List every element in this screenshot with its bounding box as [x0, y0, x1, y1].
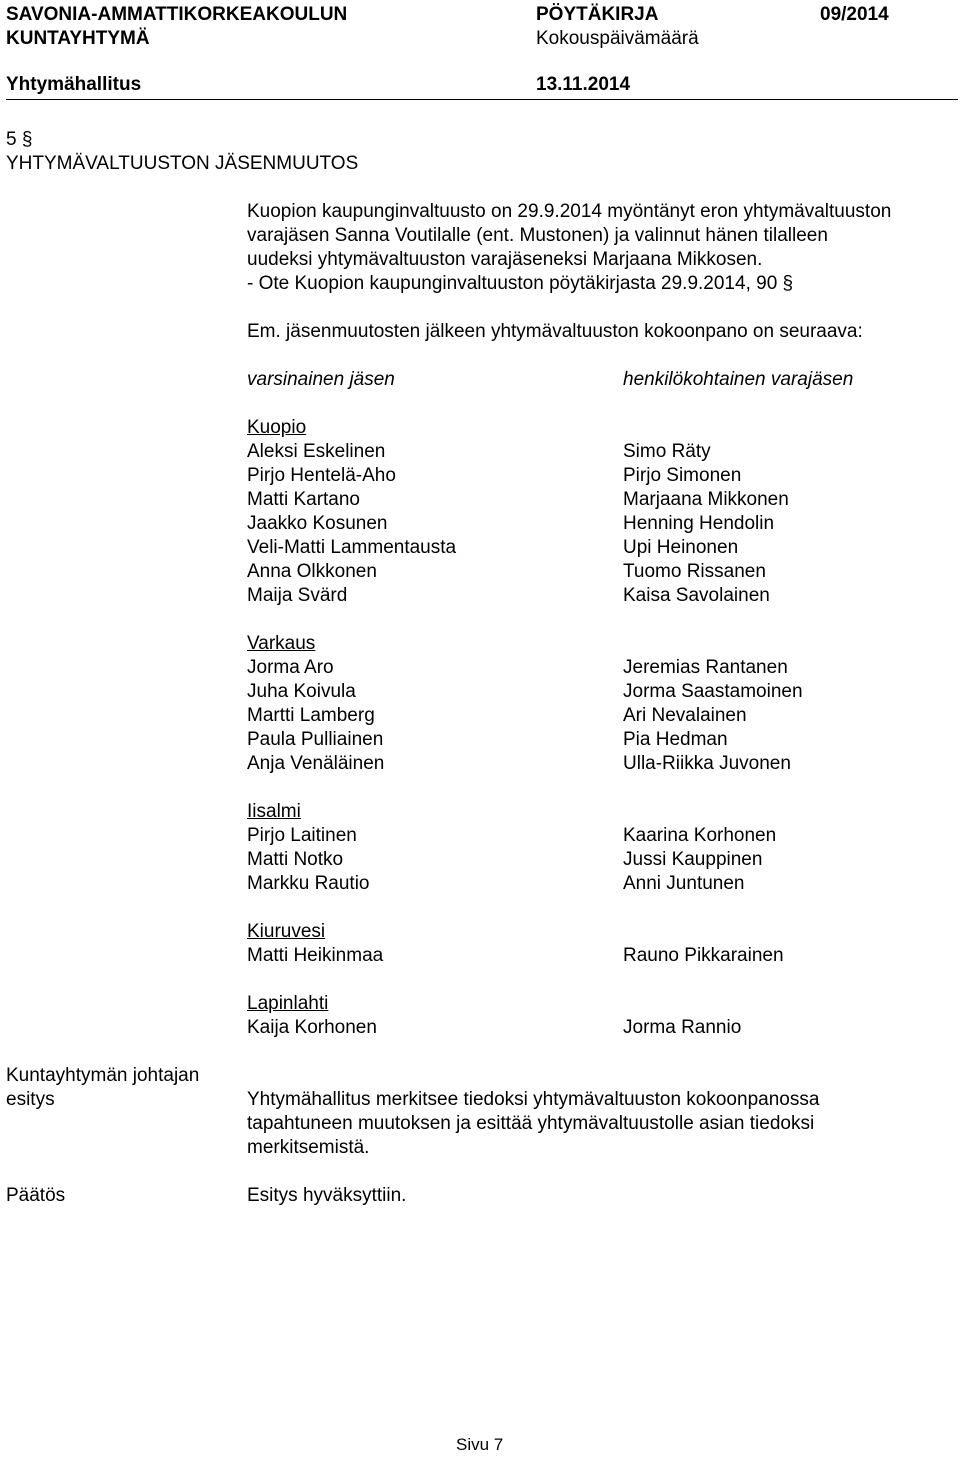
- org-name-line2: KUNTAYHTYMÄ: [6, 28, 150, 49]
- municipality-name: Lapinlahti: [247, 993, 329, 1014]
- section-title: YHTYMÄVALTUUSTON JÄSENMUUTOS: [6, 153, 359, 174]
- body-name: Yhtymähallitus: [6, 74, 142, 95]
- member-name: Pirjo Laitinen: [247, 825, 357, 846]
- deputy-name: Upi Heinonen: [623, 537, 739, 558]
- group-lapinlahti-deputies: [623, 1016, 741, 1040]
- member-name: Paula Pulliainen: [247, 729, 384, 750]
- deputy-name: Pia Hedman: [623, 729, 728, 750]
- proposal-line: Yhtymähallitus merkitsee tiedoksi yhtymävaltuuston kokoonpanossa: [247, 1089, 820, 1110]
- attachment-line: - Ote Kuopion kaupunginvaltuuston pöytäkirjasta 29.9.2014, 90 §: [247, 273, 794, 294]
- deputy-name: Rauno Pikkarainen: [623, 945, 784, 966]
- proposal-label-line: Kuntayhtymän johtajan: [6, 1065, 200, 1086]
- member-name: Martti Lamberg: [247, 705, 375, 726]
- group-lapinlahti-members: [247, 992, 377, 1040]
- deputy-name: Henning Hendolin: [623, 513, 775, 534]
- header-rule: [6, 99, 958, 100]
- member-name: Anja Venäläinen: [247, 753, 385, 774]
- deputy-name: Pirjo Simonen: [623, 465, 742, 486]
- group-kuopio-deputies: [623, 440, 789, 608]
- member-name: Veli-Matti Lammentausta: [247, 537, 457, 558]
- member-name: Jorma Aro: [247, 657, 334, 678]
- meeting-date: 13.11.2014: [536, 74, 631, 95]
- member-name: Juha Koivula: [247, 681, 356, 702]
- group-iisalmi-deputies: [623, 824, 776, 896]
- member-name: Matti Heikinmaa: [247, 945, 384, 966]
- page-number: Sivu 7: [456, 1435, 504, 1454]
- proposal-line: merkitsemistä.: [247, 1137, 370, 1158]
- group-kiuruvesi-members: [247, 920, 383, 968]
- proposal-line: tapahtuneen muutoksen ja esittää yhtymävaltuustolle asian tiedoksi: [247, 1113, 815, 1134]
- intro-line: Kuopion kaupunginvaltuusto on 29.9.2014 myöntänyt eron yhtymävaltuuston: [247, 201, 892, 222]
- member-column-header: varsinainen jäsen: [247, 369, 395, 390]
- org-name-line1: SAVONIA-AMMATTIKORKEAKOULUN: [6, 4, 348, 25]
- member-name: Aleksi Eskelinen: [247, 441, 386, 462]
- deputy-name: Jorma Saastamoinen: [623, 681, 803, 702]
- group-kuopio-members: [247, 416, 456, 608]
- proposal-label: [6, 1064, 199, 1112]
- deputy-name: Jeremias Rantanen: [623, 657, 788, 678]
- member-name: Markku Rautio: [247, 873, 370, 894]
- deputy-name: Anni Juntunen: [623, 873, 745, 894]
- member-name: Jaakko Kosunen: [247, 513, 388, 534]
- composition-intro: Em. jäsenmuutosten jälkeen yhtymävaltuuston kokoonpano on seuraava:: [247, 321, 863, 342]
- group-iisalmi-members: [247, 800, 370, 896]
- doc-number: 09/2014: [820, 4, 889, 25]
- deputy-name: Ulla-Riikka Juvonen: [623, 753, 791, 774]
- deputy-column-header: henkilökohtainen varajäsen: [623, 369, 854, 390]
- deputy-name: Marjaana Mikkonen: [623, 489, 789, 510]
- member-name: Matti Kartano: [247, 489, 360, 510]
- deputy-name: Jorma Rannio: [623, 1017, 742, 1038]
- decision-label: Päätös: [6, 1185, 66, 1206]
- deputy-name: Tuomo Rissanen: [623, 561, 766, 582]
- group-kiuruvesi-deputies: [623, 944, 784, 968]
- deputy-name: Kaarina Korhonen: [623, 825, 777, 846]
- intro-line: varajäsen Sanna Voutilalle (ent. Mustonen) ja valinnut hänen tilalleen: [247, 225, 828, 246]
- municipality-name: Kuopio: [247, 417, 307, 438]
- member-name: Pirjo Hentelä-Aho: [247, 465, 396, 486]
- member-name: Matti Notko: [247, 849, 344, 870]
- intro-paragraph: [247, 200, 891, 296]
- date-label: Kokouspäivämäärä: [536, 28, 699, 49]
- deputy-name: Simo Räty: [623, 441, 711, 462]
- member-name: Maija Svärd: [247, 585, 348, 606]
- member-name: Anna Olkkonen: [247, 561, 377, 582]
- deputy-name: Kaisa Savolainen: [623, 585, 770, 606]
- proposal-label-line: esitys: [6, 1089, 55, 1110]
- deputy-name: Ari Nevalainen: [623, 705, 747, 726]
- group-varkaus-deputies: [623, 656, 803, 776]
- deputy-name: Jussi Kauppinen: [623, 849, 763, 870]
- doc-type: PÖYTÄKIRJA: [536, 4, 659, 25]
- section-number: 5 §: [6, 129, 33, 150]
- group-varkaus-members: [247, 632, 384, 776]
- intro-line: uudeksi yhtymävaltuuston varajäseneksi Marjaana Mikkosen.: [247, 249, 763, 270]
- municipality-name: Varkaus: [247, 633, 316, 654]
- municipality-name: Iisalmi: [247, 801, 301, 822]
- proposal-text: [247, 1088, 819, 1160]
- municipality-name: Kiuruvesi: [247, 921, 326, 942]
- decision-text: Esitys hyväksyttiin.: [247, 1185, 407, 1206]
- member-name: Kaija Korhonen: [247, 1017, 377, 1038]
